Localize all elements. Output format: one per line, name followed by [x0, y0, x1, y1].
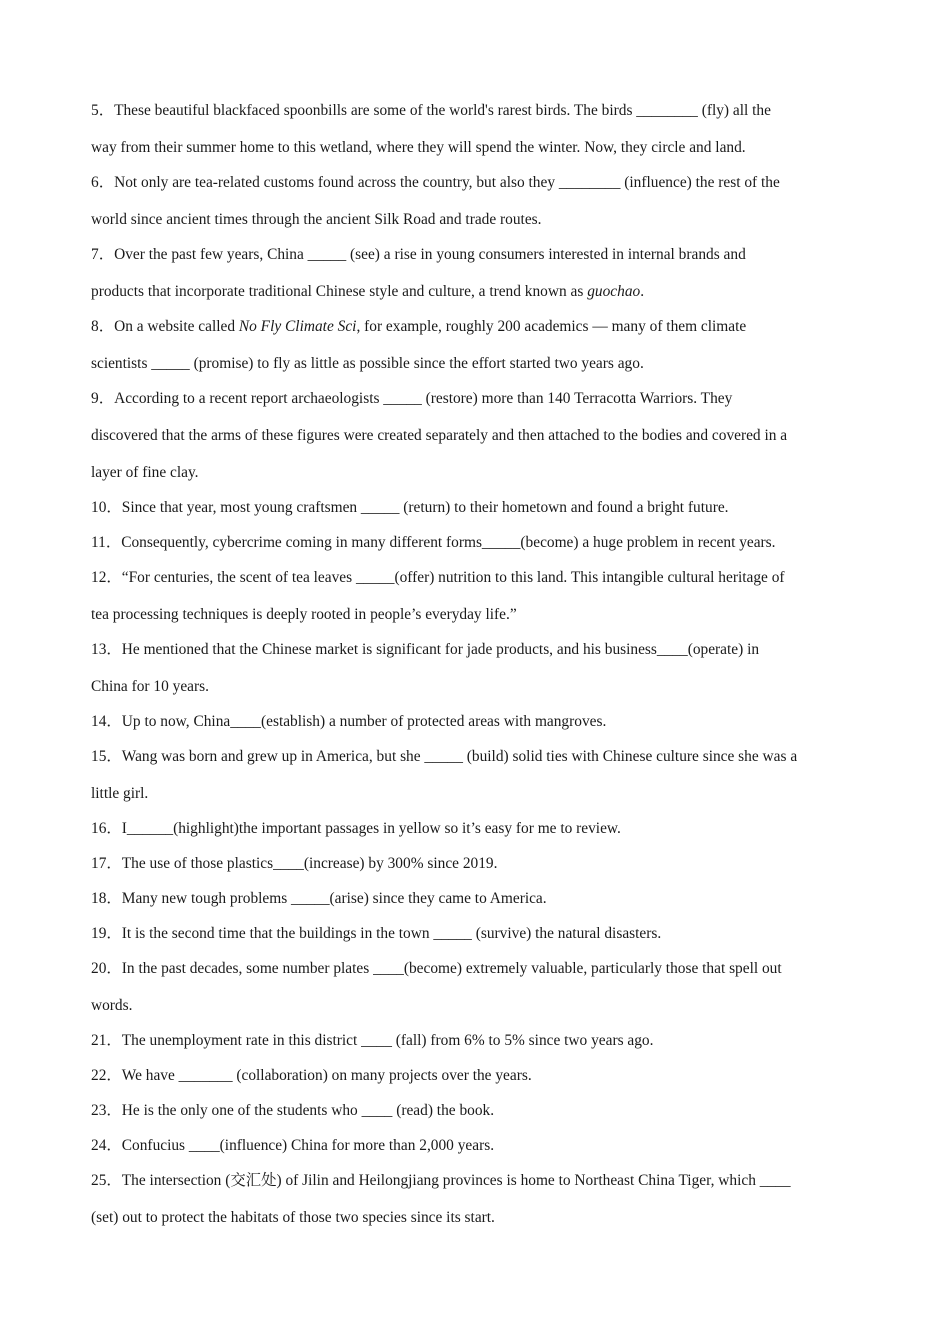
question-12-line-2: tea processing techniques is deeply rooted in people’s everyday life.”	[91, 606, 517, 623]
question-13-line-1: 13．He mentioned that the Chinese market is significant for jade products, and his business____(operate) in	[91, 641, 760, 658]
question-25-line-2: (set) out to protect the habitats of those two species since its start.	[91, 1209, 495, 1226]
question-5-line-2: way from their summer home to this wetland, where they will spend the winter. Now, they circle and land.	[91, 139, 746, 156]
question-9-line-3: layer of fine clay.	[91, 464, 199, 481]
question-13-line-2: China for 10 years.	[91, 678, 209, 695]
question-6-line-2: world since ancient times through the ancient Silk Road and trade routes.	[91, 211, 542, 228]
question-22-line-1: 22．We have _______ (collaboration) on many projects over the years.	[91, 1067, 532, 1084]
question-23-line-1: 23．He is the only one of the students who ____ (read) the book.	[91, 1102, 495, 1119]
question-5-line-1: 5．These beautiful blackfaced spoonbills are some of the world's rarest birds. The birds ________ (fly) all the	[91, 102, 771, 119]
question-7-text: products that incorporate traditional Chinese style and culture, a trend known as	[91, 283, 588, 300]
question-7-italic-term: guochao	[587, 283, 641, 300]
question-7-line-2	[91, 273, 861, 310]
question-list	[91, 92, 861, 1236]
question-11-line-1: 11．Consequently, cybercrime coming in many different forms_____(become) a huge problem in recent years.	[91, 534, 776, 551]
question-7-period: .	[640, 283, 645, 300]
question-8-italic-title: No Fly Climate Sci	[238, 318, 357, 335]
question-25-line-1: 25．The intersection (交汇处) of Jilin and Heilongjiang provinces is home to Northeast China Tiger, which ____	[91, 1172, 791, 1189]
question-8-text-start: 8．On a website called	[91, 318, 239, 335]
question-12-line-1: 12．“For centuries, the scent of tea leaves _____(offer) nutrition to this land. This intangible cultural heritage of	[91, 569, 785, 586]
question-15-line-1: 15．Wang was born and grew up in America, but she _____ (build) solid ties with Chinese culture since she was a	[91, 748, 798, 765]
question-19-line-1: 19．It is the second time that the buildings in the town _____ (survive) the natural disasters.	[91, 925, 662, 942]
question-15-line-2: little girl.	[91, 785, 149, 802]
question-6-line-1: 6．Not only are tea-related customs found across the country, but also they ________ (influence) the rest of the	[91, 174, 780, 191]
question-18-line-1: 18．Many new tough problems _____(arise) since they came to America.	[91, 890, 547, 907]
question-24-line-1: 24．Confucius ____(influence) China for more than 2,000 years.	[91, 1137, 495, 1154]
question-9-line-2: discovered that the arms of these figures were created separately and then attached to the bodies and covered in a	[91, 427, 788, 444]
question-10-line-1: 10．Since that year, most young craftsmen _____ (return) to their hometown and found a bright future.	[91, 499, 729, 516]
question-8-text-end: , for example, roughly 200 academics — many of them climate	[356, 318, 747, 335]
question-21-line-1: 21．The unemployment rate in this district ____ (fall) from 6% to 5% since two years ago.	[91, 1032, 654, 1049]
question-8-line-2: scientists _____ (promise) to fly as little as possible since the effort started two years ago.	[91, 355, 644, 372]
question-17-line-1: 17．The use of those plastics____(increase) by 300% since 2019.	[91, 855, 498, 872]
question-20-line-2: words.	[91, 997, 133, 1014]
question-8-line-1	[91, 308, 861, 345]
question-20-line-1: 20．In the past decades, some number plates ____(become) extremely valuable, particularly those that spell out	[91, 960, 782, 977]
question-7-line-1: 7．Over the past few years, China _____ (see) a rise in young consumers interested in internal brands and	[91, 246, 746, 263]
question-16-line-1: 16．I______(highlight)the important passages in yellow so it’s easy for me to review.	[91, 820, 621, 837]
question-9-line-1: 9．According to a recent report archaeologists _____ (restore) more than 140 Terracotta Warriors. They	[91, 390, 733, 407]
question-14-line-1: 14．Up to now, China____(establish) a number of protected areas with mangroves.	[91, 713, 607, 730]
